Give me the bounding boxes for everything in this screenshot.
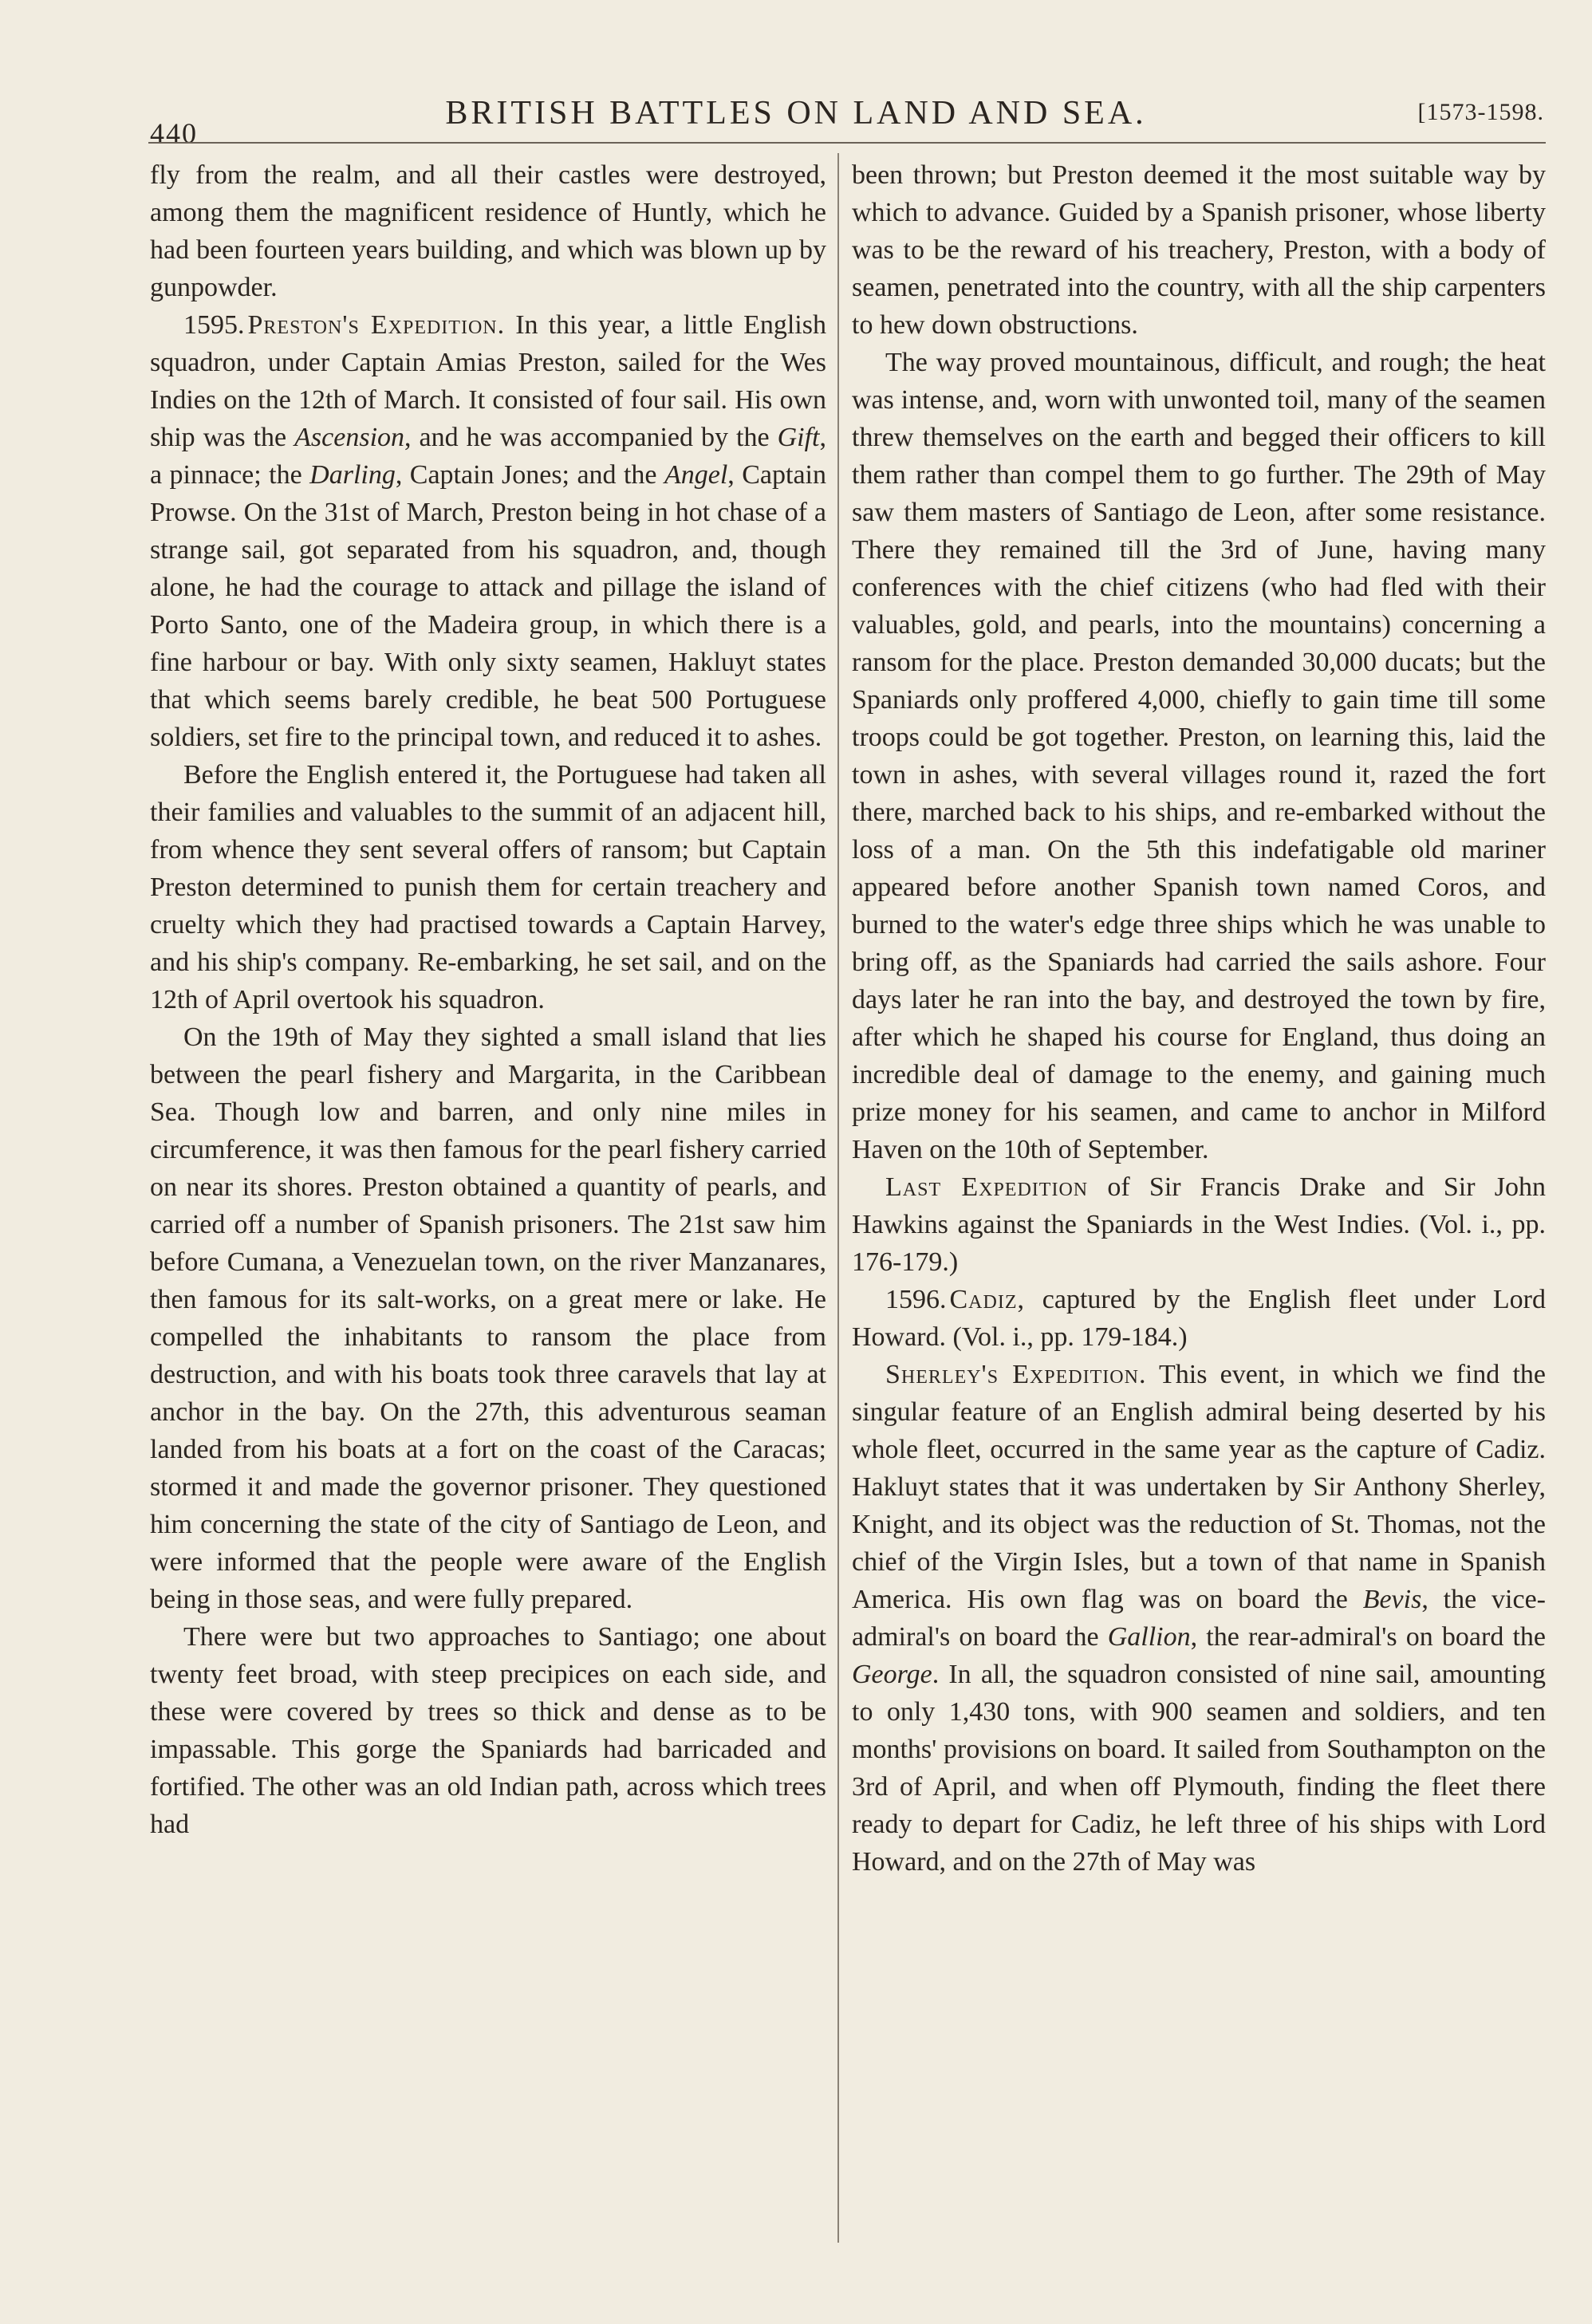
- paragraph: There were but two approaches to Santiago; one about twenty feet broad, with steep precipices on each side, and these were covered by trees so thick and dense as to be impassable. This gorge the Spaniards had barricaded and fortified. The other was an old Indian path, across which trees had: [150, 1622, 826, 1839]
- text-run: , a pinnace; the: [150, 423, 826, 490]
- section-heading: Sherley's Expedition.: [885, 1360, 1147, 1389]
- section-heading: Cadiz,: [949, 1285, 1025, 1314]
- text-run: , Captain Jones; and the: [395, 460, 664, 490]
- ship-name: Ascension: [294, 423, 405, 452]
- text-run: In this year, a little English squadron, under Captain Amias Preston, sailed for the Wes Indies on the 12th of March. It consisted of four sail. His own ship was the: [150, 310, 826, 452]
- text-run: This event, in which we find the singular feature of an English admiral being deserted by his whole fleet, occurred in the same year as the capture of Cadiz. Hakluyt states that it was undertaken by Sir Anthony Sherley, Knight, and its object was the reduction of St. Thomas, not the chief of the Virgin Isles, but a town of that name in Spanish America. His own flag was on board the: [852, 1360, 1546, 1614]
- paragraph-cadiz: [852, 1281, 1546, 1356]
- paragraph: fly from the realm, and all their castles were destroyed, among them the magnificent residence of Huntly, which he had been fourteen years building, and which was blown up by gunpowder.: [150, 160, 826, 302]
- text-run: , the rear-admiral's on board the: [1190, 1622, 1547, 1652]
- ship-name: Gallion: [1107, 1622, 1191, 1652]
- paragraph-sherley-expedition: [852, 1356, 1546, 1881]
- paragraph-last-expedition: [852, 1168, 1546, 1281]
- text-run: captured by the English fleet under Lord Howard. (Vol. i., pp. 179-184.): [852, 1285, 1546, 1352]
- ship-name: Gift: [777, 423, 820, 452]
- paragraph: On the 19th of May they sighted a small island that lies between the pearl fishery and Margarita, in the Caribbean Sea. Though low and barren, and only nine miles in circumference, it was then famous for the pearl fishery carried on near its shores. Preston obtained a quantity of pearls, and carried off a number of Spanish prisoners. The 21st saw him before Cumana, a Venezuelan town, on the river Manzanares, then famous for its salt-works, on a great mere or lake. He compelled the inhabitants to ransom the place from destruction, and with his boats took three caravels that lay at anchor in the bay. On the 27th, this adventurous seaman landed from his boats at a fort on the coast of the Caracas; stormed it and made the governor prisoner. They questioned him concerning the state of the city of Santiago de Leon, and were informed that the people were aware of the English being in those seas, and were fully prepared.: [150, 1022, 826, 1614]
- section-heading: Last Expedition: [885, 1172, 1089, 1202]
- left-column: [150, 156, 826, 1843]
- paragraph: The way proved mountainous, difficult, and rough; the heat was intense, and, worn with unwonted toil, many of the seamen threw themselves on the earth and begged their officers to kill them rather than compel them to go further. The 29th of May saw them masters of Santiago de Leon, after some resistance. There they remained till the 3rd of June, having many conferences with the chief citizens (who had fled with their valuables, gold, and pearls, into the mountains) concerning a ransom for the place. Preston demanded 30,000 ducats; but the Spaniards only proffered 4,000, chiefly to gain time till some troops could be got together. Preston, on learning this, laid the town in ashes, with several villages round it, razed the fort there, marched back to his ships, and re-embarked without the loss of a man. On the 5th this indefatigable old mariner appeared before another Spanish town named Coros, and burned to the water's edge three ships which he was unable to bring off, as the Spaniards had carried the sails ashore. Four days later he ran into the bay, and destroyed the town by fire, after which he shaped his course for England, thus doing an incredible deal of damage to the enemy, and gaining much prize money for his seamen, and came to anchor in Milford Haven on the 10th of September.: [852, 348, 1546, 1164]
- paragraph-preston-expedition: [150, 306, 826, 756]
- column-divider: [837, 153, 839, 2243]
- right-column: [852, 156, 1546, 1881]
- text-run: , the vice-admiral's on board the: [852, 1585, 1546, 1652]
- page-number: 440: [150, 117, 198, 149]
- text-run: of Sir Francis Drake and Sir John Hawkins against the Spaniards in the West Indies. (Vol. i., pp. 176-179.): [852, 1172, 1546, 1277]
- date-range: [1573-1598.: [1417, 99, 1544, 125]
- text-run: , Captain Prowse. On the 31st of March, Preston being in hot chase of a strange sail, got separated from his squadron, and, though alone, he had the courage to attack and pillage the island of Porto Santo, one of the Madeira group, in which there is a fine harbour or bay. With only sixty seamen, Hakluyt states that which seems barely credible, he beat 500 Portuguese soldiers, set fire to the principal town, and reduced it to ashes.: [150, 460, 826, 752]
- text-run: , and he was accompanied by the: [404, 423, 778, 452]
- running-title: BRITISH BATTLES ON LAND AND SEA.: [445, 95, 1147, 132]
- ship-name: Bevis: [1362, 1585, 1422, 1614]
- text-run: . In all, the squadron consisted of nine sail, amounting to only 1,430 tons, with 900 seamen and soldiers, and ten months' provisions on board. It sailed from Southampton on the 3rd of April, and when off Plymouth, finding the fleet there ready to depart for Cadiz, he left three of his ships with Lord Howard, and on the 27th of May was: [852, 1660, 1546, 1877]
- header-rule: [148, 142, 1546, 144]
- year-label: 1595.: [183, 310, 245, 340]
- section-heading: Preston's Expedition.: [247, 310, 506, 340]
- year-label: 1596.: [885, 1285, 947, 1314]
- paragraph: Before the English entered it, the Portuguese had taken all their families and valuables to the summit of an adjacent hill, from whence they sent several offers of ransom; but Captain Preston determined to punish them for certain treachery and cruelty which they had practised towards a Captain Harvey, and his ship's company. Re-embarking, he set sail, and on the 12th of April overtook his squadron.: [150, 760, 826, 1014]
- ship-name: Darling: [309, 460, 396, 490]
- paragraph: been thrown; but Preston deemed it the most suitable way by which to advance. Guided by a Spanish prisoner, whose liberty was to be the reward of his treachery, Preston, with a body of seamen, penetrated into the country, with all the ship carpenters to hew down obstructions.: [852, 160, 1546, 340]
- ship-name: George: [852, 1660, 932, 1689]
- running-header: [0, 94, 1592, 149]
- ship-name: Angel: [664, 460, 728, 490]
